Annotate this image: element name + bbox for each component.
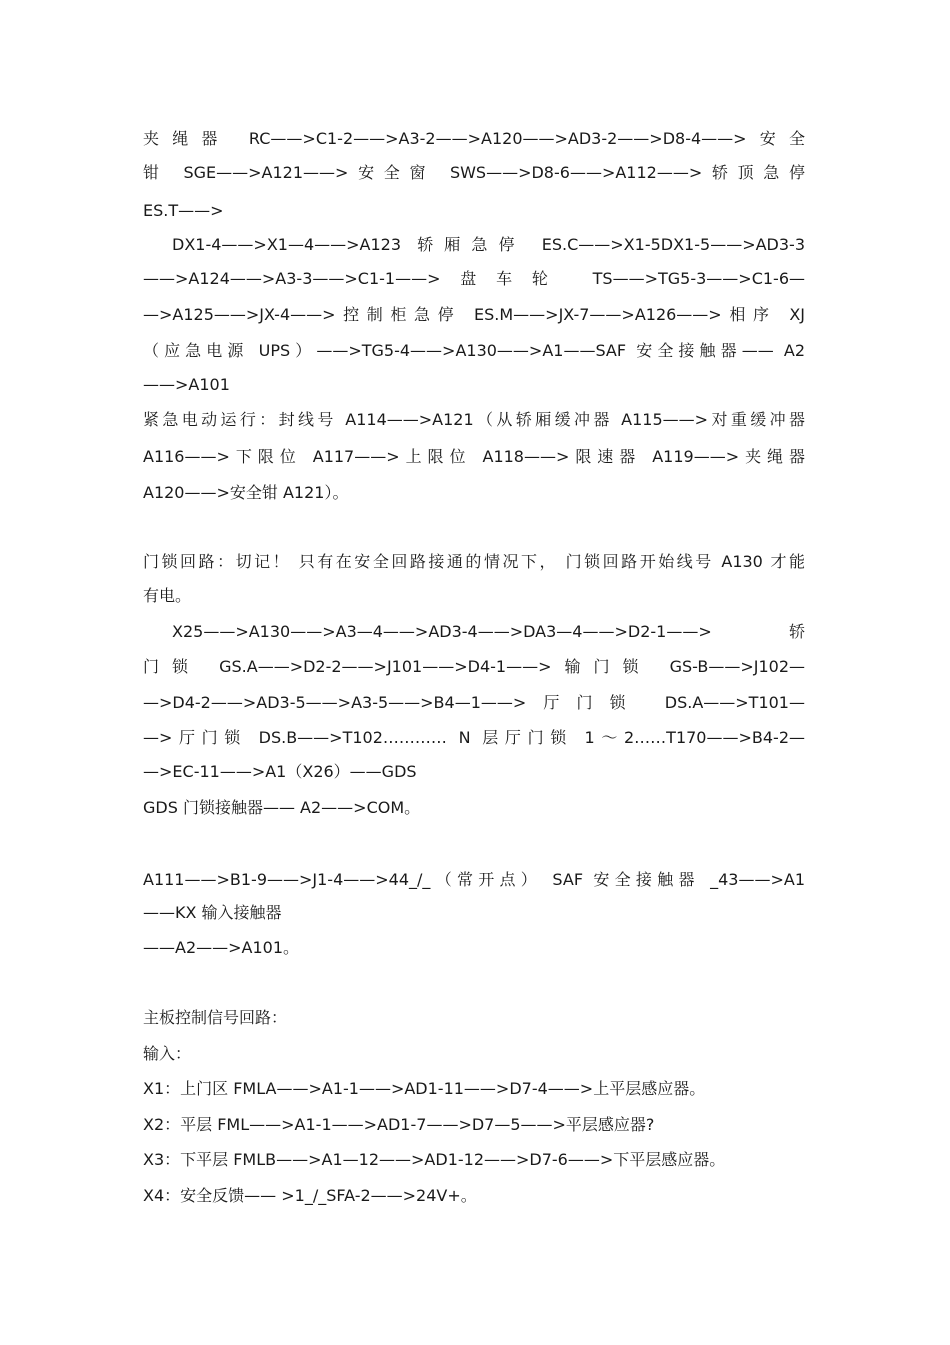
text-line: X3：下平层 FMLB——>A1—12——>AD1-12——>D7-6——>下平层感应器。	[143, 1150, 726, 1169]
text-line: X2：平层 FML——>A1-1——>AD1-7——>D7—5——>平层感应器?	[143, 1115, 655, 1134]
text-line: ——>A124——>A3-3——>C1-1——>盘车轮 TS——>TG5-3——>C1-6—	[143, 269, 805, 288]
text-line: A111——>B1-9——>J1-4——>44_/_（常开点） SAF 安全接触器 _43——>A1	[143, 870, 805, 889]
text-line: X25——>A130——>A3—4——>AD3-4——>DA3—4——>D2-1——>轿	[172, 622, 805, 641]
text-line: A116——>下限位 A117——>上限位 A118——>限速器 A119——>夹绳器	[143, 447, 805, 466]
text-line: 门锁回路：切记！ 只有在安全回路接通的情况下， 门锁回路开始线号 A130 才能	[143, 552, 805, 571]
section-heading: 主板控制信号回路：	[143, 1008, 288, 1027]
text-line: 输入：	[143, 1044, 192, 1063]
text-line: （应急电源 UPS）——>TG5-4——>A130——>A1——SAF 安全接触器—— A2	[143, 341, 805, 360]
text-line: ——>A101	[143, 375, 230, 394]
text-line: —>EC-11——>A1（X26）——GDS	[143, 762, 417, 781]
text-line: —>厅门锁 DS.B——>T102………… N 层厅门锁 1～2……T170——>B4-2—	[143, 728, 805, 747]
text-line: A120——>安全钳 A121）。	[143, 483, 349, 502]
text-line: 夹绳器 RC——>C1-2——>A3-2——>A120——>AD3-2——>D8-4——>安全	[143, 129, 805, 148]
text-line: GDS 门锁接触器—— A2——>COM。	[143, 798, 421, 817]
text-line: X4：安全反馈—— >1_/_SFA-2——>24V+。	[143, 1186, 477, 1205]
text-line: —>A125——>JX-4——>控制柜急停 ES.M——>JX-7——>A126——>相序 XJ	[143, 305, 805, 324]
text-line: X1：上门区 FMLA——>A1-1——>AD1-11——>D7-4——>上平层感应器。	[143, 1079, 706, 1098]
text-line: ——KX 输入接触器	[143, 903, 282, 922]
text-line: ——A2——>A101。	[143, 938, 300, 957]
text-line: —>D4-2——>AD3-5——>A3-5——>B4—1——>厅门锁 DS.A——>T101—	[143, 693, 805, 712]
text-line: 钳 SGE——>A121——>安全窗 SWS——>D8-6——>A112——>轿顶急停	[143, 163, 805, 182]
text-line: ES.T——>	[143, 201, 224, 220]
text-line: 门锁 GS.A——>D2-2——>J101——>D4-1——>输门锁 GS-B——>J102—	[143, 657, 805, 676]
text-line: DX1-4——>X1—4——>A123 轿厢急停 ES.C——>X1-5DX1-5——>AD3-3	[172, 235, 805, 254]
text-line: 紧急电动运行：封线号 A114——>A121（从轿厢缓冲器 A115——>对重缓冲器	[143, 410, 805, 429]
text-line: 有电。	[143, 586, 192, 605]
